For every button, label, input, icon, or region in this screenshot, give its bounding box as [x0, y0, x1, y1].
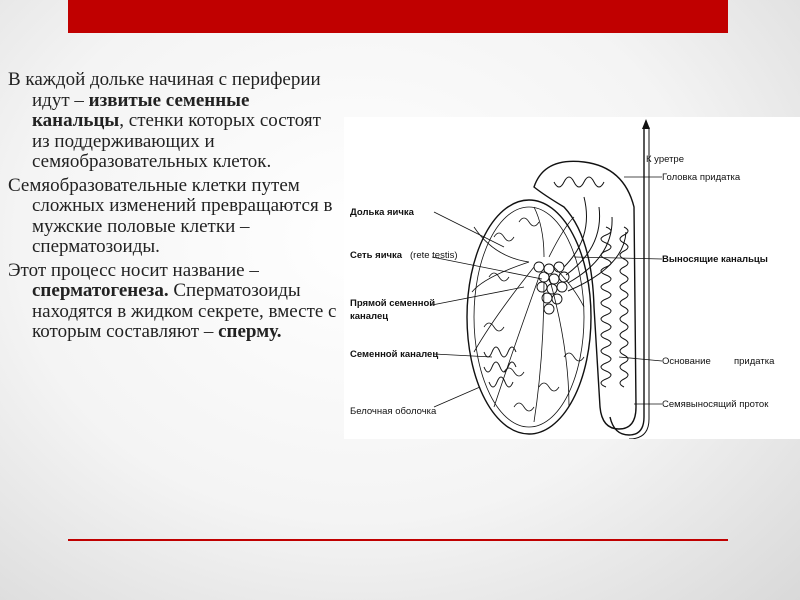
p1-text-end: , стенки которых состоят из поддерживающих и семяобразовательных клеток.	[32, 110, 321, 172]
label-epididymis-base-2: придатка	[734, 356, 775, 367]
leader-lines	[432, 177, 662, 407]
label-lobule: Долька яичка	[350, 207, 414, 218]
label-straight-tubule-1: Прямой семенной	[350, 298, 436, 309]
label-rete-testis: Сеть яичка	[350, 250, 403, 261]
urethra-arrow-icon	[642, 119, 650, 129]
vas-deferens-duct-inner	[629, 127, 649, 439]
top-accent-bar	[68, 0, 728, 33]
label-epididymis-base-1: Основание	[662, 356, 711, 367]
seminiferous-tubule-coil	[484, 347, 516, 387]
p1-bold-term: извитые семенные канальцы	[32, 89, 250, 131]
text-content	[8, 70, 343, 346]
p3-bold-term-1: сперматогенеза.	[32, 280, 169, 301]
testis-diagram-svg	[344, 117, 800, 439]
bottom-accent-line	[68, 539, 728, 541]
label-efferent-ducts: Выносящие канальцы	[662, 254, 768, 265]
label-tunica-albuginea: Белочная оболочка	[350, 406, 437, 417]
rete-testis-network	[534, 262, 569, 314]
lobule-cells	[484, 218, 584, 411]
testis-diagram	[344, 117, 800, 439]
p2-text: Семяобразовательные клетки путем сложных изменений превращаются в мужские половые клетки – сперматозоиды.	[8, 174, 333, 257]
label-epididymis-head: Головка придатка	[662, 172, 741, 183]
p1-text: В каждой дольке начиная с периферии идут –	[8, 69, 321, 111]
label-seminiferous-tubule: Семенной каналец	[350, 349, 439, 360]
p3-text-middle: Сперматозоиды находятся в жидком секрете, вместе с которым составляют –	[32, 280, 337, 342]
label-straight-tubule-2: каналец	[350, 311, 389, 322]
paragraph-2	[8, 176, 343, 258]
efferent-ducts	[564, 197, 626, 291]
paragraph-3	[8, 261, 343, 343]
label-to-urethra: К уретре	[646, 154, 684, 165]
label-rete-latin: (rete testis)	[410, 250, 458, 261]
paragraph-1	[8, 70, 343, 173]
p3-bold-term-2: сперму.	[218, 321, 282, 342]
label-vas-deferens: Семявыносящий проток	[662, 399, 769, 410]
p3-text: Этот процесс носит название –	[8, 259, 259, 281]
testis-body	[467, 200, 591, 434]
